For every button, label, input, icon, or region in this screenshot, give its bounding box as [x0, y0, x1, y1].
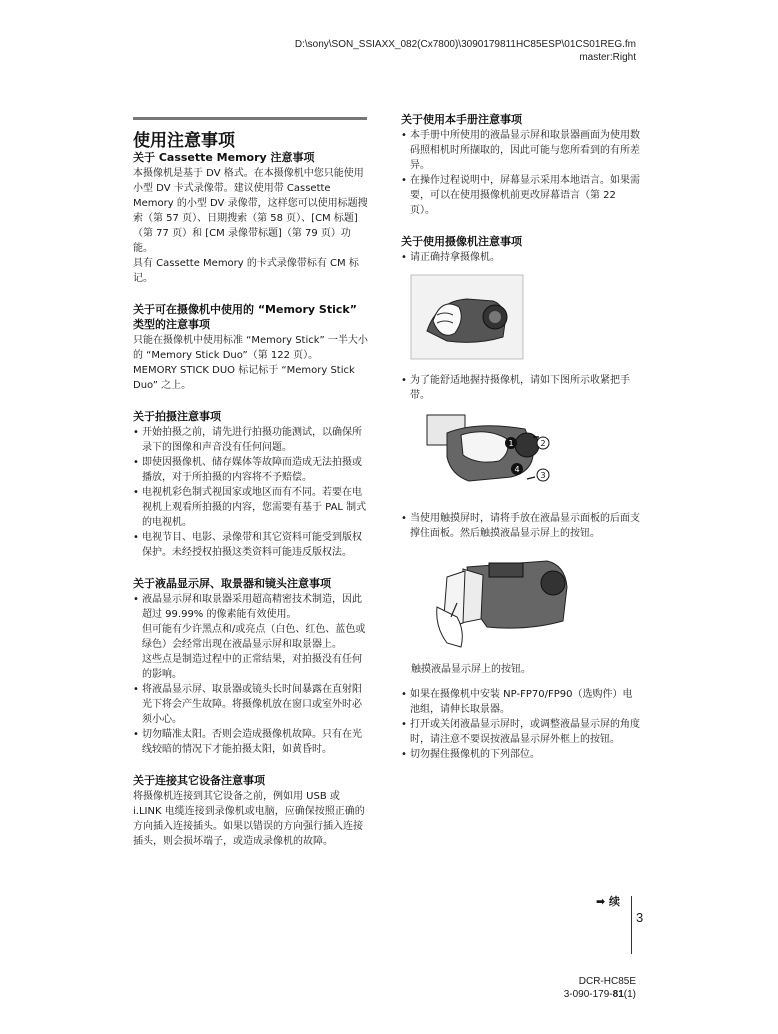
- handling-section: [401, 234, 641, 762]
- right-column: [401, 112, 641, 762]
- list-item-text: 液晶显示屏和取景器采用超高精密技术制造，因此超过 99.99% 的像素能有效使用。: [142, 594, 362, 620]
- paragraph: 将摄像机连接到其它设备之前，例如用 USB 或 i.LINK 电缆连接到录像机或电脑，应确保按照正确的方向插入连接插头。如果以错误的方向强行插入连接插头，则会损坏端子，或造成录像机的故障。: [133, 791, 365, 847]
- list-item-text: 将液晶显示屏、取景器或镜头长时间暴露在直射阳光下将会产生故障。将摄像机放在窗口或室外时必须小心。: [142, 684, 362, 725]
- section-heading: 关于使用摄像机注意事项: [401, 235, 522, 248]
- step-3-label: 3: [540, 471, 546, 480]
- hand-strap-drawing: [407, 409, 567, 501]
- part-code: [564, 988, 636, 1001]
- list-item-note: 这些点是制造过程中的正常结果，对拍摄没有任何的影响。: [142, 654, 362, 680]
- page-footer: [564, 975, 636, 1001]
- page-number: 3: [636, 910, 644, 925]
- camcorder-hold-illustration: [407, 271, 641, 363]
- list-item-text: 切勿瞄准太阳。否则会造成摄像机故障。只有在光线较暗的情况下才能拍摄太阳，如黄昏时。: [142, 729, 362, 755]
- paragraph: 具有 Cassette Memory 的卡式录像带标有 CM 标记。: [133, 258, 359, 284]
- list-item-text: 即使因摄像机、储存媒体等故障而造成无法拍摄或播放，对于所拍摄的内容将不予赔偿。: [142, 457, 362, 483]
- list-item-text: 电视机彩色制式视国家或地区而有不同。若要在电视机上观看所拍摄的内容，您需要有基于 PAL 制式的电视机。: [142, 487, 367, 528]
- notes-section: [133, 150, 369, 286]
- hand-strap-illustration: [407, 409, 641, 501]
- list-item: [133, 727, 369, 757]
- list-item: [133, 455, 369, 485]
- section-heading: 关于可在摄像机中使用的 “Memory Stick” 类型的注意事项: [133, 303, 357, 331]
- bullet-list: [401, 511, 641, 541]
- paragraph: 只能在摄像机中使用标准 “Memory Stick” 一半大小的 “Memory Stick Duo”（第 122 页）。: [133, 335, 368, 361]
- list-item: • 请正确持拿摄像机。: [401, 250, 641, 265]
- part-code-suffix: (1): [623, 989, 636, 1000]
- bullet-list: [401, 250, 641, 265]
- notes-section: [133, 773, 369, 849]
- notes-section: [133, 302, 369, 393]
- file-path: D:\sony\SON_SSIAXX_082(Cx7800)\3090179811HC85ESP\01CS01REG.fm: [294, 39, 636, 50]
- list-item-note: 但可能有少许黑点和/或亮点（白色、红色、蓝色或绿色）会经常出现在液晶显示屏和取景器上。: [142, 624, 366, 650]
- paragraph: MEMORY STICK DUO 标记标于 “Memory Stick Duo” 之上。: [133, 365, 355, 391]
- notes-section: [133, 576, 369, 757]
- figure-caption: 触摸液晶显示屏上的按钮。: [411, 664, 531, 675]
- notes-section: [133, 409, 369, 560]
- page-title: 使用注意事项: [133, 131, 235, 151]
- page-header: [295, 38, 636, 64]
- section-heading: 关于液晶显示屏、取景器和镜头注意事项: [133, 577, 331, 590]
- list-item: • 当使用触摸屏时，请将手放在液晶显示面板的后面支撑住面板。然后触摸液晶显示屏上的按钮。: [401, 511, 641, 541]
- section-heading: 关于拍摄注意事项: [133, 410, 221, 423]
- continued-marker: ➡ 续: [596, 895, 621, 908]
- list-item: • 为了能舒适地握持摄像机，请如下图所示收紧把手带。: [401, 373, 641, 403]
- list-item: • 切勿握住摄像机的下列部位。: [401, 747, 641, 762]
- part-code-prefix: 3-090-179-: [563, 989, 613, 1000]
- bullet-list: [401, 687, 641, 762]
- manual-notes-section: [401, 112, 641, 218]
- list-item: [133, 425, 369, 455]
- bullet-list: [401, 373, 641, 403]
- step-4-label: 4: [514, 465, 520, 474]
- left-column: [133, 150, 369, 865]
- paragraph: 本摄像机是基于 DV 格式。在本摄像机中您只能使用小型 DV 卡式录像带。建议使用带 Cassette Memory 的小型 DV 录像带，这样您可以使用标题搜索（第 57 页）、日期搜索（第 58 页）、[CM 标题]（第 77 页）和 [CM 录像带标题]（第 79 页）功能。: [133, 168, 368, 254]
- part-code-bold: 81: [612, 989, 624, 1000]
- bullet-list: [133, 425, 369, 560]
- list-item: [133, 682, 369, 727]
- touch-panel-drawing: [407, 547, 577, 652]
- master-label: master:Right: [579, 52, 636, 63]
- step-2-label: 2: [540, 439, 546, 448]
- step-1-label: 1: [508, 439, 514, 448]
- bullet-list: [133, 592, 369, 757]
- list-item: [133, 592, 369, 682]
- section-heading: 关于使用本手册注意事项: [401, 113, 522, 126]
- touch-panel-illustration: [407, 547, 641, 652]
- list-item: [133, 530, 369, 560]
- list-item-text: 开始拍摄之前，请先进行拍摄功能测试，以确保所录下的图像和声音没有任何问题。: [142, 427, 362, 453]
- list-item-text: 电视节目、电影、录像带和其它资料可能受到版权保护。未经授权拍摄这类资料可能违反版权法。: [142, 532, 362, 558]
- title-rule: [133, 117, 367, 120]
- list-item: • 如果在摄像机中安装 NP-FP70/FP90（选购件）电池组，请伸长取景器。: [401, 687, 641, 717]
- page-number-rule: [631, 896, 632, 954]
- section-heading: 关于 Cassette Memory 注意事项: [133, 151, 315, 164]
- section-heading: 关于连接其它设备注意事项: [133, 774, 265, 787]
- model-number: DCR-HC85E: [578, 976, 636, 987]
- bullet-list: [401, 128, 641, 218]
- list-item: • 打开或关闭液晶显示屏时，或调整液晶显示屏的角度时，请注意不要误按液晶显示屏外框上的按钮。: [401, 717, 641, 747]
- camcorder-hold-drawing: [407, 271, 527, 363]
- list-item: • 在操作过程说明中，屏幕显示采用本地语言。如果需要，可以在使用摄像机前更改屏幕语言（第 22 页）。: [401, 173, 641, 218]
- list-item: • 本手册中所使用的液晶显示屏和取景器画面为使用数码照相机时所撷取的，因此可能与您所看到的有所差异。: [401, 128, 641, 173]
- list-item: [133, 485, 369, 530]
